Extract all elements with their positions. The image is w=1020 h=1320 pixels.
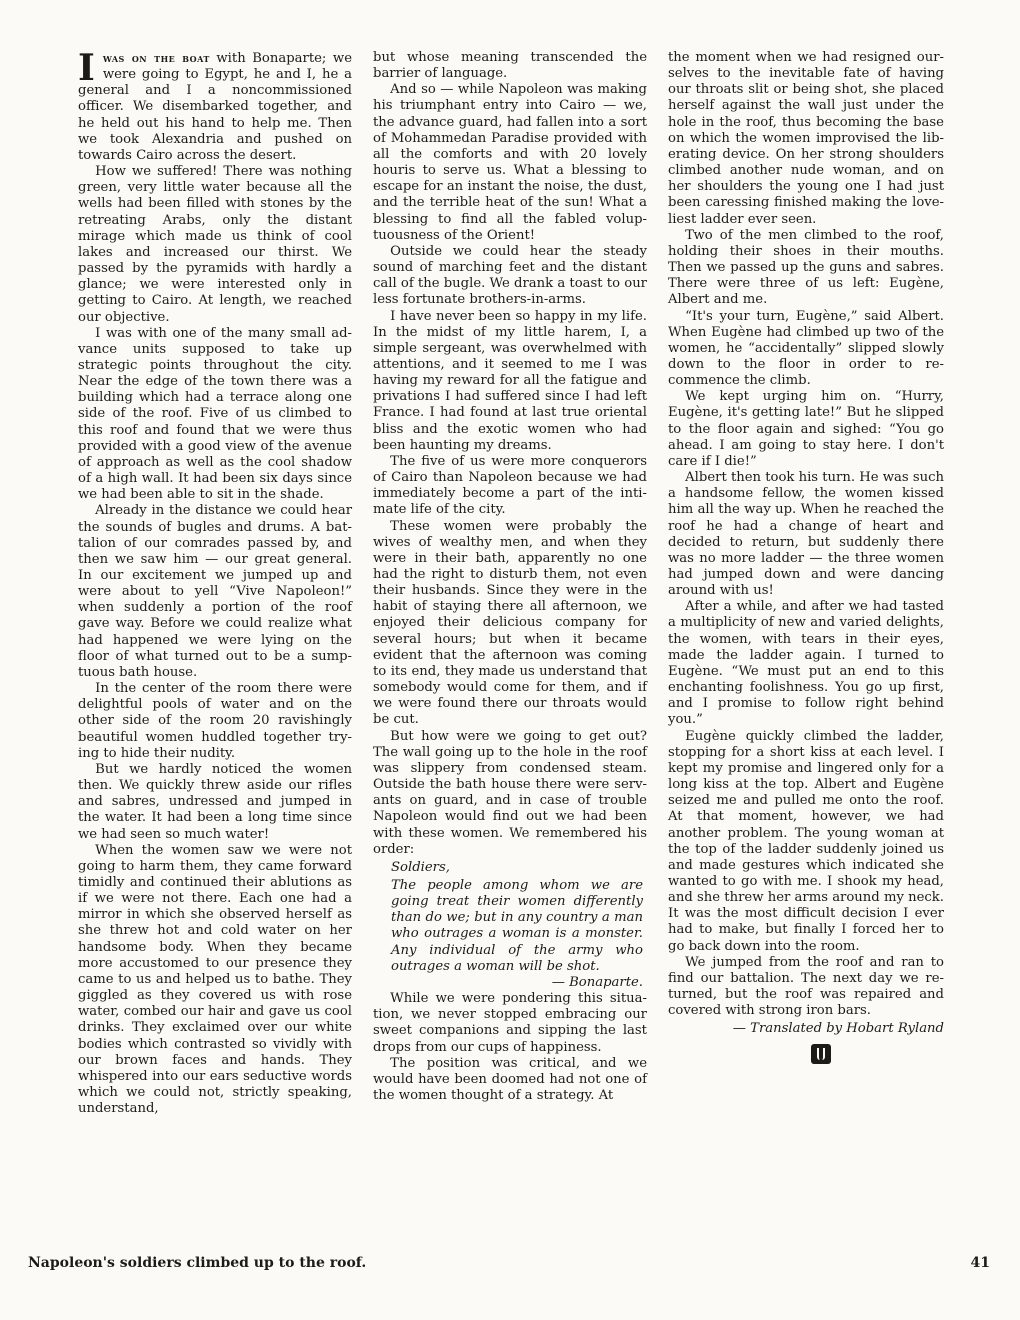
- translator-credit: — Translated by Hobart Ryland: [732, 1021, 944, 1037]
- page-caption: Napoleon's soldiers climbed up to the roof.: [28, 1255, 367, 1271]
- opening-smallcaps: was on the boat: [102, 51, 210, 65]
- paragraph: Eugène quickly climbed the ladder, stopping for a short kiss at each level. I kept my promise and lingered only for a long kiss at the top. Albert and Eugène seized me and pulled me onto the roof. At that moment, however, we had another problem. The young woman at the top of the ladder suddenly joined us and made gestures which indicated she wanted to go with me. I shook my head, and she threw her arms around my neck. It was the most difficult decision I ever had to make, but finally I forced her to go back down into the room.: [668, 728, 944, 954]
- order-salutation: Soldiers,: [391, 859, 450, 875]
- paragraph: In the center of the room there were delightful pools of water and on the other side of the room 20 ravishingly beautiful women huddled together trying to hide their nudity.: [78, 681, 352, 761]
- opening-paragraph: [78, 47, 352, 164]
- article-column-3: [668, 50, 944, 1064]
- paragraph: Two of the men climbed to the roof, holding their shoes in their mouths. Then we passed up the guns and sabres. There were three of us left: Eugène, Albert and me.: [668, 227, 944, 308]
- paragraph: How we suffered! There was nothing green, very little water because all the wells had been filled with stones by the retreating Arabs, only the distant mirage which made us think of cool lakes and increased our thirst. We passed by the pyramids with hardly a glance; we were interested only in getting to Cairo. At length, we reached our objective.: [78, 164, 352, 325]
- paragraph: The position was critical, and we would have been doomed had not one of the women thought of a strategy. At: [373, 1055, 647, 1103]
- paragraph: When the women saw we were not going to harm them, they came forward timidly and continued their ablutions as if we were not there. Each one had a mirror in which she observed herself as she threw hot and cold water on her handsome body. When they became more accustomed to our presence they came to us and helped us to bathe. They giggled as they covered us with rose water, combed our hair and gave us cool drinks. They exclaimed over our white bodies which contrasted so vividly with our brown faces and hands. They whispered into our ears seductive words which we could not, strictly speaking, understand,: [78, 842, 352, 1117]
- paragraph: Albert then took his turn. He was such a handsome fellow, the women kissed him all the way up. When he reached the roof he had a change of heart and decided to return, but suddenly there was no more ladder — the three women had jumped down and were dancing around with us!: [668, 470, 944, 599]
- paragraph: But we hardly noticed the women then. We quickly threw aside our rifles and sabres, undressed and jumped in the water. It had been a long time since we had seen so much water!: [78, 761, 352, 842]
- opening-text: with Bonaparte; we were going to Egypt, he and I, he a general and I a noncommissioned officer. We disembarked together, and he held out his hand to help me. Then we took Alexandria and pushed on towards Cairo across the desert.: [78, 51, 352, 163]
- page-number: 41: [970, 1255, 990, 1271]
- paragraph: I have never been so happy in my life. In the midst of my little harem, I, a simple sergeant, was overwhelmed with attentions, and it seemed to me I was having my reward for all the fatigue and privations I had suffered since I had left France. I had found at last true oriental bliss and the exotic women who had been haunting my dreams.: [373, 308, 647, 453]
- paragraph: “It's your turn, Eugène,” said Albert. When Eugène had climbed up two of the women, he “accidentally” slipped slowly down to the floor in order to recommence the climb.: [668, 308, 944, 389]
- order-signature: — Bonaparte.: [551, 974, 643, 990]
- paragraph: the moment when we had resigned ourselves to the inevitable fate of having our throats slit or being shot, she placed herself against the wall just under the hole in the roof, thus becoming the base on which the women improvised the liberating device. On her strong shoulders climbed another nude woman, and on her shoulders the young one I had just been caressing finished making the loveliest ladder ever seen.: [668, 50, 944, 227]
- drop-cap: I: [78, 47, 95, 89]
- article-column-1: [78, 47, 352, 1117]
- paragraph: Outside we could hear the steady sound of marching feet and the distant call of the bugle. We drank a toast to our less fortunate brothers-in-arms.: [373, 243, 647, 308]
- paragraph: These women were probably the wives of wealthy men, and when they were in their bath, apparently no one had the right to disturb them, not even their husbands. Since they were in the habit of staying there all afternoon, we enjoyed their delicious company for several hours; but when it became evident that the afternoon was coming to its end, they made us understand that somebody would come for them, and if we were found there our throats would be cut.: [373, 518, 647, 728]
- article-column-2: [373, 50, 647, 1104]
- paragraph: I was with one of the many small advance units supposed to take up strategic points throughout the city. Near the edge of the town there was a building which had a terrace along one side of the roof. Five of us climbed to this roof and found that we were thus provided with a good view of the avenue of approach as well as the cool shadow of a high wall. It had been six days since we had been able to sit in the shade.: [78, 325, 352, 503]
- paragraph: The five of us were more conquerors of Cairo than Napoleon because we had immediately become a part of the intimate life of the city.: [373, 453, 647, 518]
- paragraph: We kept urging him on. “Hurry, Eugène, it's getting late!” But he slipped to the floor again and sighed: “You go ahead. I am going to stay here. I don't care if I die!”: [668, 389, 944, 469]
- napoleon-order-quote: The people among whom we are going treat their women differently than do we; but in any country a man who outrages a woman is a monster. Any individual of the army who outrages a woman will be shot.: [391, 877, 643, 974]
- paragraph: But how were we going to get out? The wall going up to the hole in the roof was slippery from condensed steam. Outside the bath house there were servants on guard, and in case of trouble Napoleon would find out we had been with these women. We remembered his order:: [373, 728, 647, 857]
- paragraph: And so — while Napoleon was making his triumphant entry into Cairo — we, the advance guard, had fallen into a sort of Mohammedan Paradise provided with all the comforts and with 20 lovely houris to serve us. What a blessing to escape for an instant the noise, the dust, and the terrible heat of the sun! What a blessing to find all the fabled voluptuousness of the Orient!: [373, 82, 647, 243]
- paragraph: Already in the distance we could hear the sounds of bugles and drums. A battalion of our comrades passed by, and then we saw him — our great general. In our excitement we jumped up and were about to yell “Vive Napoleon!” when suddenly a portion of the roof gave way. Before we could realize what had happened we were lying on the floor of what turned out to be a sumptuous bath house.: [78, 503, 352, 680]
- playboy-bunny-end-mark-icon: [811, 1044, 831, 1064]
- paragraph: We jumped from the roof and ran to find our battalion. The next day we returned, but the roof was repaired and covered with strong iron bars.: [668, 954, 944, 1019]
- paragraph: but whose meaning transcended the barrier of language.: [373, 50, 647, 82]
- paragraph: After a while, and after we had tasted a multiplicity of new and varied delights, the women, with tears in their eyes, made the ladder again. I turned to Eugène. “We must put an end to this enchanting foolishness. You go up first, and I promise to follow right behind you.”: [668, 599, 944, 728]
- paragraph: While we were pondering this situation, we never stopped embracing our sweet companions and sipping the last drops from our cups of happiness.: [373, 991, 647, 1055]
